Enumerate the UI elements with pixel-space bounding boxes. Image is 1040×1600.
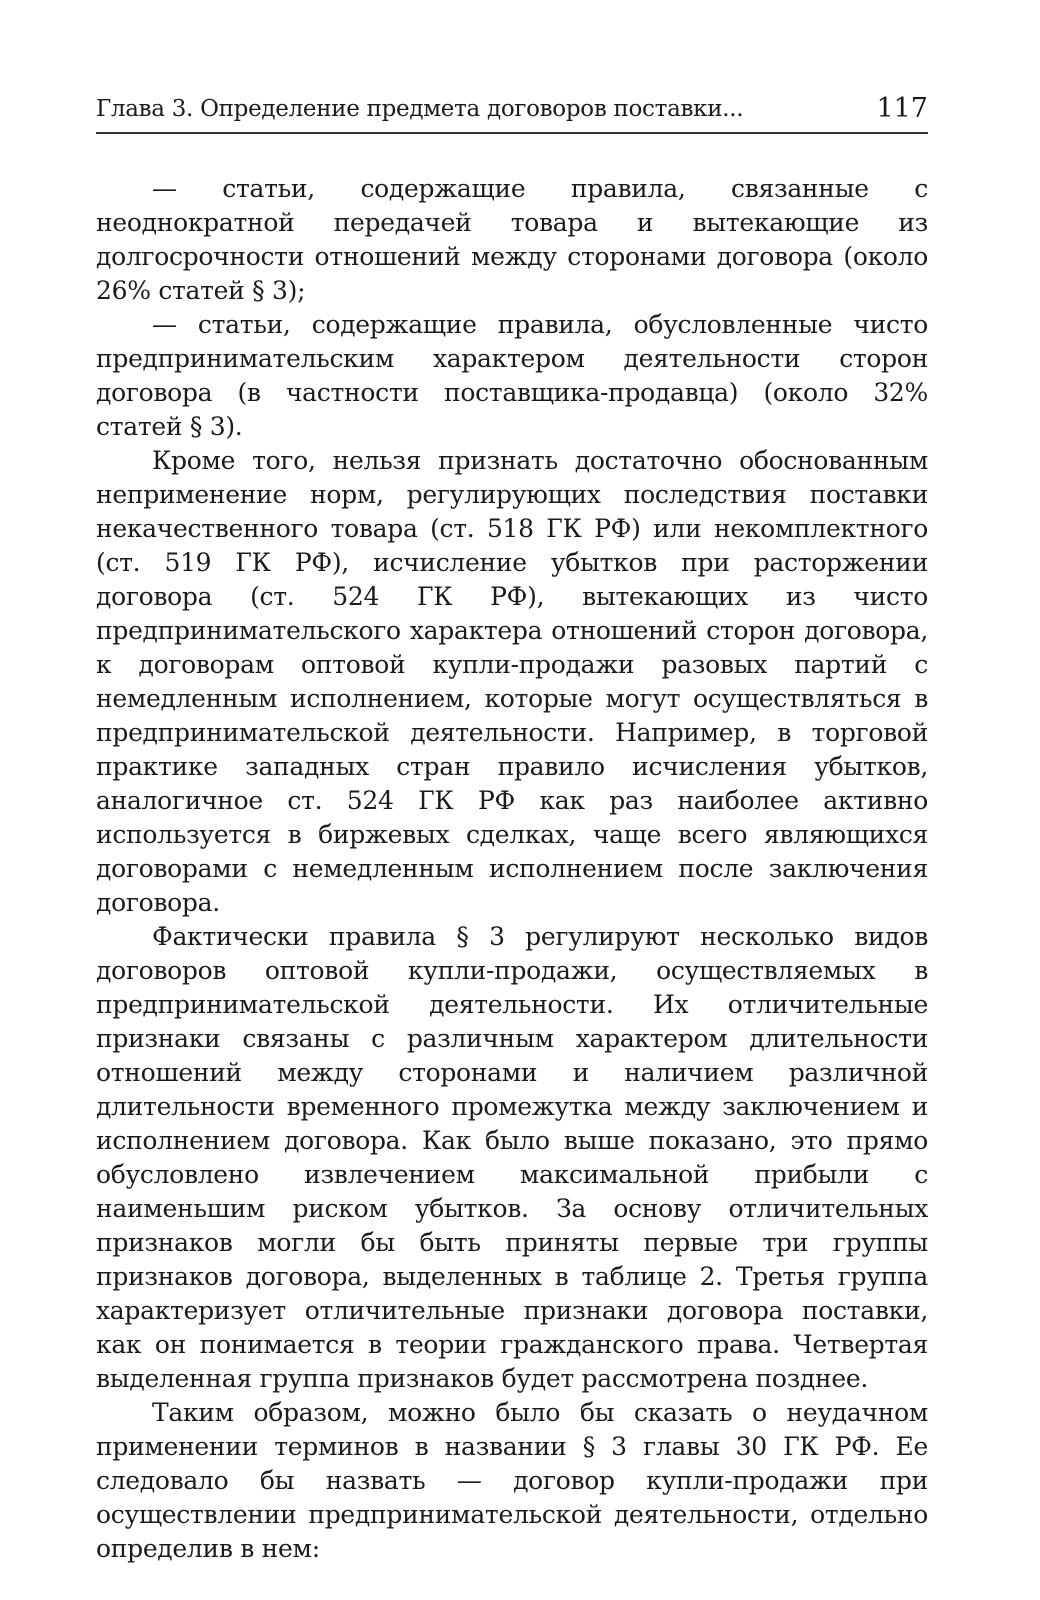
body-text	[96, 172, 928, 1566]
page-number: 117	[876, 93, 928, 124]
paragraph: — статьи, содержащие правила, связанные с неоднократной передачей товара и вытекающие из долгосрочности отношений между сторонами договора (около 26% статей § 3);	[96, 174, 928, 305]
running-header	[96, 90, 928, 134]
book-page	[96, 90, 928, 1566]
paragraph: Фактически правила § 3 регулируют несколько видов договоров оптовой купли-продажи, осуществляемых в предпринимательской деятельности. Их отличительные признаки связаны с различным характером длительности отношений между сторонами и наличием различной длительности временного промежутка между заключением и исполнением договора. Как было выше показано, это прямо обусловлено извлечением максимальной прибыли с наименьшим риском убытков. За основу отличительных признаков могли бы быть приняты первые три группы признаков договора, выделенных в таблице 2. Третья группа характеризует отличительные признаки договора поставки, как он понимается в теории гражданского права. Четвертая выделенная группа признаков будет рассмотрена позднее.	[96, 922, 928, 1393]
paragraph: — статьи, содержащие правила, обусловленные чисто предпринимательским характером деятельности сторон договора (в частности поставщика-продавца) (около 32% статей § 3).	[96, 310, 928, 441]
paragraph: Кроме того, нельзя признать достаточно обоснованным неприменение норм, регулирующих последствия поставки некачественного товара (ст. 518 ГК РФ) или некомплектного (ст. 519 ГК РФ), исчисление убытков при расторжении договора (ст. 524 ГК РФ), вытекающих из чисто предпринимательского характера отношений сторон договора, к договорам оптовой купли-продажи разовых партий с немедленным исполнением, которые могут осуществляться в предпринимательской деятельности. Например, в торговой практике западных стран правило исчисления убытков, аналогичное ст. 524 ГК РФ как раз наиболее активно используется в биржевых сделках, чаще всего являющихся договорами с немедленным исполнением после заключения договора.	[96, 446, 928, 917]
running-title: Глава 3. Определение предмета договоров поставки...	[96, 96, 744, 122]
paragraph: Таким образом, можно было бы сказать о неудачном применении терминов в названии § 3 главы 30 ГК РФ. Ее следовало бы назвать — договор купли-продажи при осуществлении предпринимательской деятельности, отдельно определив в нем:	[96, 1398, 928, 1563]
